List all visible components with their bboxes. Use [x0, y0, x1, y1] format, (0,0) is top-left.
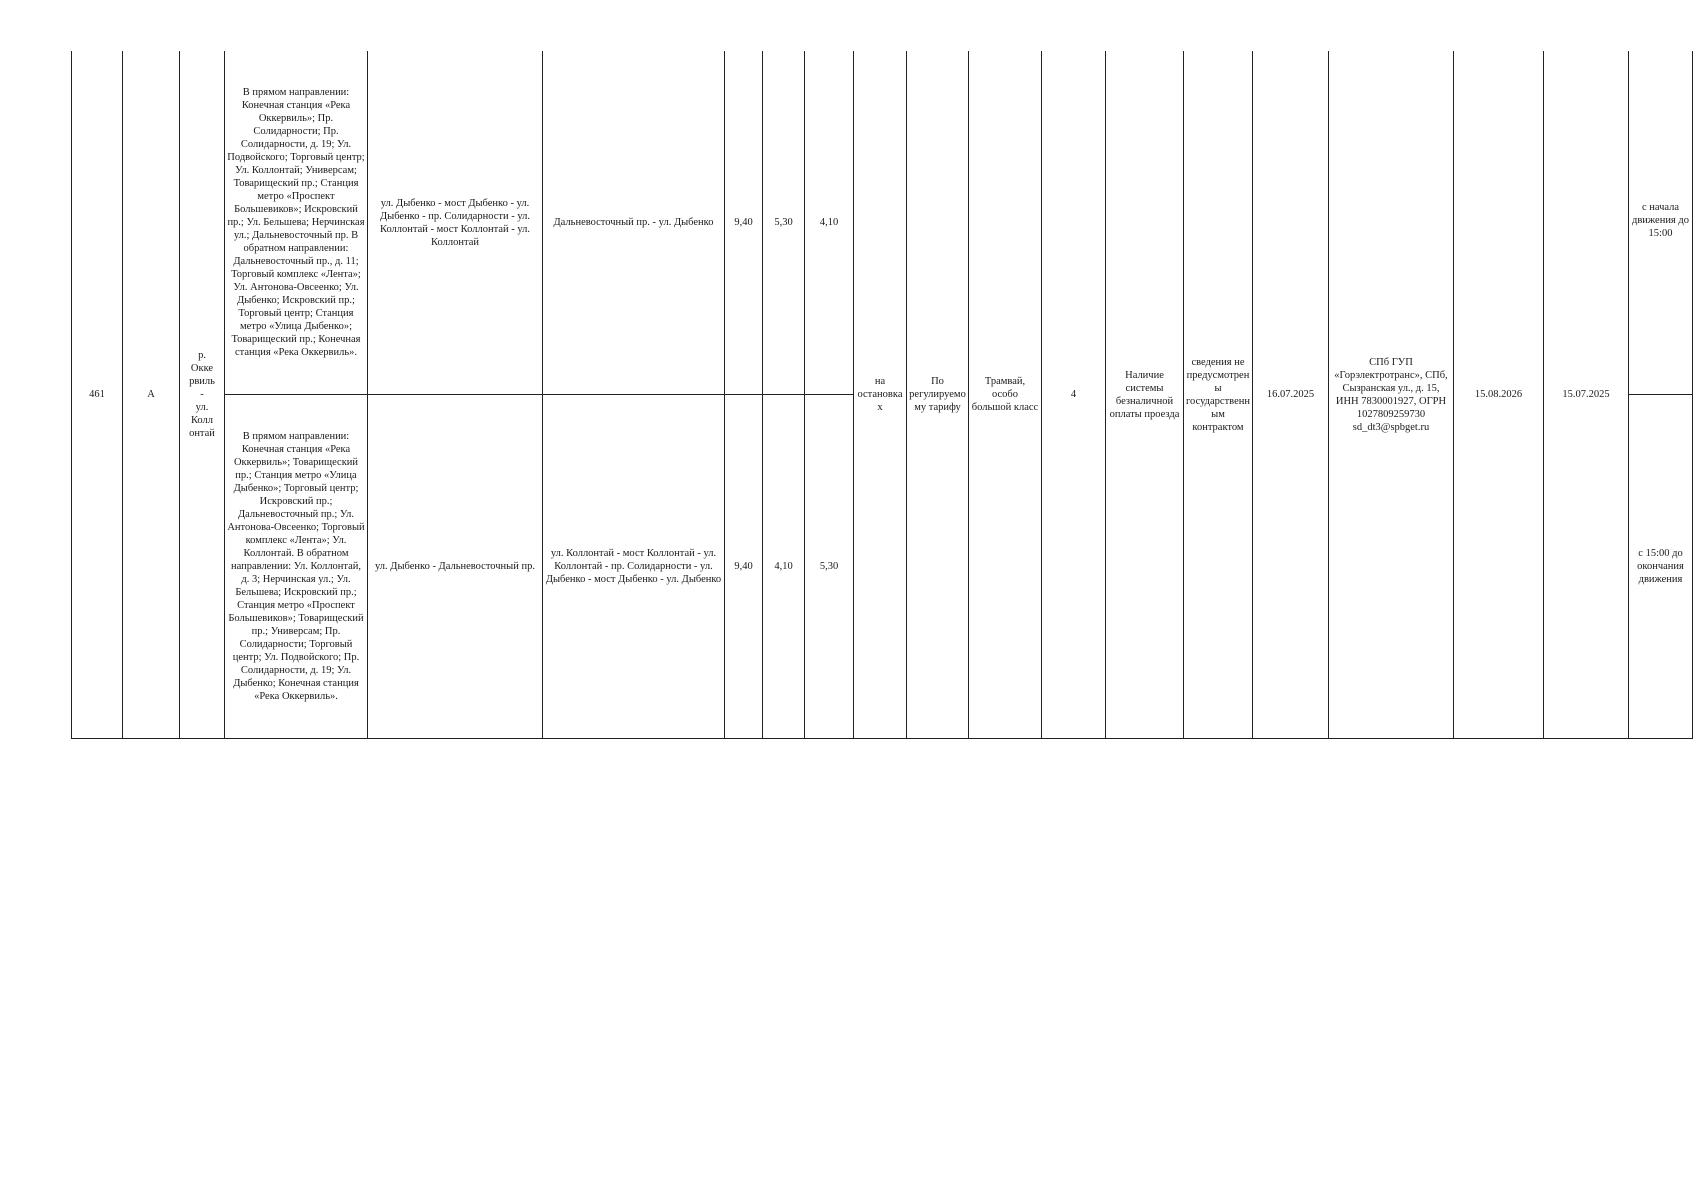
- schedule-forward-cell: с начала движения до 15:00: [1629, 51, 1693, 395]
- boarding-cell: на остановках: [854, 51, 907, 739]
- contract-info-cell: сведения не предусмотрены государственным контрактом: [1184, 51, 1253, 739]
- length-reverse-cell-2: 5,30: [805, 395, 854, 739]
- route-number-cell: 461: [72, 51, 123, 739]
- vehicle-type-cell: Трамвай, особо большой класс: [969, 51, 1042, 739]
- length-forward-cell-2: 4,10: [763, 395, 805, 739]
- vehicle-count-cell: 4: [1042, 51, 1106, 739]
- length-forward-cell: 5,30: [763, 51, 805, 395]
- route-letter-cell: А: [123, 51, 180, 739]
- length-total-cell: 9,40: [725, 51, 763, 395]
- streets-forward-cell-2: ул. Дыбенко - Дальневосточный пр.: [368, 395, 543, 739]
- streets-forward-cell: ул. Дыбенко - мост Дыбенко - ул. Дыбенко - пр. Солидарности - ул. Коллонтай - мост Коллонтай - ул. Коллонтай: [368, 51, 543, 395]
- route-name-cell: р. Окке рвиль - ул. Колл онтай: [180, 51, 225, 739]
- date-2-cell: 15.08.2026: [1454, 51, 1544, 739]
- date-3-cell: 15.07.2025: [1544, 51, 1629, 739]
- route-registry-table: [71, 51, 1693, 739]
- table-row-forward: [72, 51, 1693, 395]
- schedule-reverse-cell: с 15:00 до окончания движения: [1629, 395, 1693, 739]
- length-reverse-cell: 4,10: [805, 51, 854, 395]
- stops-forward-cell: В прямом направлении: Конечная станция «Река Оккервиль»; Пр. Солидарности; Пр. Солидарности, д. 19; Ул. Подвойского; Торговый центр; Ул. Коллонтай; Универсам; Товарищеский пр.; Станция метро «Проспект Большевиков»; Искровский пр.; Ул. Бельшева; Нерчинская ул.; Дальневосточный пр. В обратном направлении: Дальневосточный пр., д. 11; Торговый комплекс «Лента»; Ул. Антонова-Овсеенко; Ул. Дыбенко; Искровский пр.; Торговый центр; Станция метро «Улица Дыбенко»; Товарищеский пр.; Конечная станция «Река Оккервиль».: [225, 51, 368, 395]
- streets-reverse-cell: Дальневосточный пр. - ул. Дыбенко: [543, 51, 725, 395]
- payment-cell: Наличие системы безналичной оплаты проезда: [1106, 51, 1184, 739]
- carrier-cell: СПб ГУП «Горэлектротранс», СПб, Сызранская ул., д. 15, ИНН 7830001927, ОГРН 1027809259730 sd_dt3@spbget.ru: [1329, 51, 1454, 739]
- start-date-cell: 16.07.2025: [1253, 51, 1329, 739]
- streets-reverse-cell-2: ул. Коллонтай - мост Коллонтай - ул. Коллонтай - пр. Солидарности - ул. Дыбенко - мост Дыбенко - ул. Дыбенко: [543, 395, 725, 739]
- tariff-cell: По регулируемому тарифу: [907, 51, 969, 739]
- stops-reverse-cell: В прямом направлении: Конечная станция «Река Оккервиль»; Товарищеский пр.; Станция метро «Улица Дыбенко»; Торговый центр; Искровский пр.; Дальневосточный пр.; Ул. Антонова-Овсеенко; Торговый комплекс «Лента»; Ул. Коллонтай. В обратном направлении: Ул. Коллонтай, д. 3; Нерчинская ул.; Ул. Бельшева; Искровский пр.; Станция метро «Проспект Большевиков»; Товарищеский пр.; Универсам; Пр. Солидарности; Торговый центр; Ул. Подвойского; Пр. Солидарности, д. 19; Ул. Дыбенко; Конечная станция «Река Оккервиль».: [225, 395, 368, 739]
- length-total-cell-2: 9,40: [725, 395, 763, 739]
